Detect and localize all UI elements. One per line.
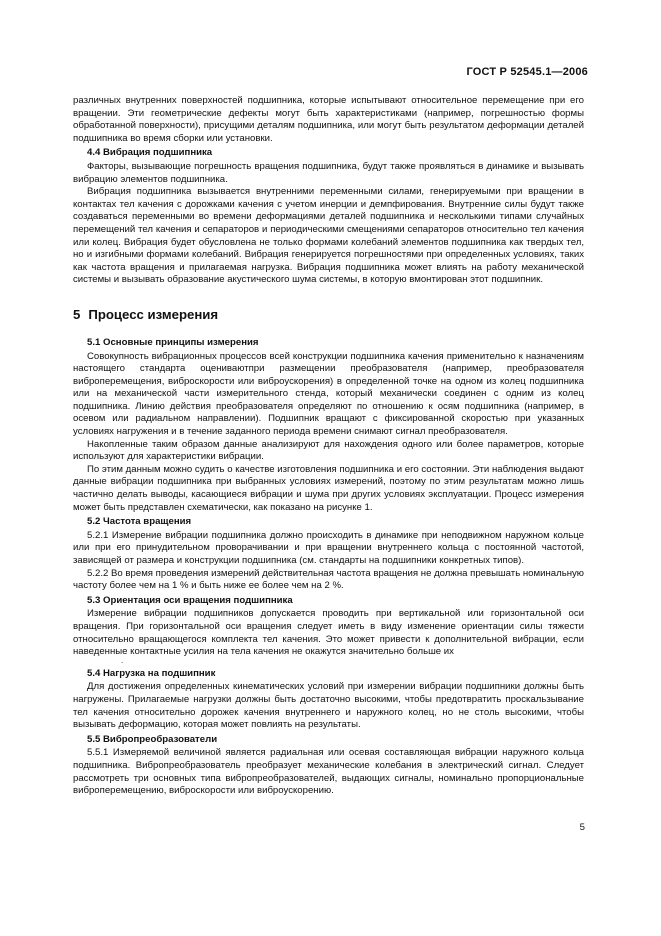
paragraph: Вибрация подшипника вызывается внутренними переменными силами, генерируемыми при вращении в контактах тел качения с дорожками качения с учетом инерции и демпфирования. Внутренние силы будут также создаваться переменными во времени деформациями деталей подшипника и несколькими типами случайных перемещений тел качения и сепараторов и периодическими смещениями сепараторов относительно тел качения или колец. Вибрация будет обусловлена не только формами колебаний элементов подшипника как твердых тел, но и изгибными формами колебаний. Вибрация генерируется погрешностями при определенных условиях, таких как частота вращения и прилагаемая нагрузка. Вибрация подшипника может влиять на работу механической системы и вызывать образование акустического шума системы, в которую вмонтирован этот подшипник. [73, 186, 584, 286]
subsection-heading-5-5: 5.5 Вибропреобразователи [87, 733, 218, 745]
subsection-heading-5-4: 5.4 Нагрузка на подшипник [87, 667, 216, 679]
section-number: 5 [73, 306, 81, 322]
paragraph: 5.2.2 Во время проведения измерений действительная частота вращения не должна превышать номинальную частоту более чем на 1 % и быть ниже ее более чем на 2 %. [73, 567, 584, 592]
paragraph: Измерение вибрации подшипников допускается проводить при вертикальной или горизонтальной оси вращения. При горизонтальной оси вращения следует иметь в виду изменение ориентации силы тяжести относительно вращающегося комплекта тел качения. Это может привести к дополнительной вибрации, если наведенные контактные усилия на тела качения не окажутся значительно больше их [73, 608, 584, 658]
page-number: 5 [579, 822, 585, 833]
page-content [73, 95, 584, 798]
paragraph: По этим данным можно судить о качестве изготовления подшипника и его состоянии. Эти наблюдения выдают данные вибрации подшипника при выбранных условиях измерений, поэтому по этим результатам можно лишь частично делать выводы, касающиеся вибрации и шума при других условиях эксплуатации. Процесс измерения может быть представлен схематически, как показано на рисунке 1. [73, 463, 584, 513]
paragraph: Факторы, вызывающие погрешность вращения подшипника, будут также проявляться в динамике и вызывать вибрацию элементов подшипника. [73, 160, 584, 185]
paragraph: Для достижения определенных кинематических условий при измерении вибрации подшипники должны быть нагружены. Прилагаемые нагрузки должны быть достаточно высокими, чтобы предотвратить проскальзывание тел качения относительно дорожек качения внутреннего и наружного колец, но не столь высокими, чтобы вызывать деформацию, которая может повлиять на результаты. [73, 681, 584, 731]
section-title: Процесс измерения [88, 306, 219, 322]
continued-paragraph: различных внутренних поверхностей подшипника, которые испытывают относительное перемещение при его вращении. Эти геометрические дефекты могут быть характеристиками (например, погрешностью формы обработанной поверхности), присущими деталям подшипника, или могут быть результатом деформации деталей подшипника во время сборки или установки. [73, 95, 584, 144]
subsection-heading-5-1: 5.1 Основные принципы измерения [87, 336, 259, 348]
subsection-heading-5-3: 5.3 Ориентация оси вращения подшипника [87, 594, 293, 606]
paragraph: 5.2.1 Измерение вибрации подшипника должно происходить в динамике при неподвижном наружном кольце или при его принудительном проворачивании и при вращении внутреннего кольца с постоянной частотой, зависящей от размера и конструкции подшипника (см. стандарты на подшипники конкретных типов). [73, 529, 584, 566]
paragraph: Совокупность вибрационных процессов всей конструкции подшипника качения применительно к назначениям настоящего стандарта оцениваютпри размещении преобразователя (например, преобразователя виброперемещения, виброскорости или виброускорения) в определенной точке на одном из колец подшипника или на механической части измерительного стенда, который механически соединен с одним из колец подшипника. Линию действия преобразователя определяют по отношению к осям подшипника (например, в осевом или радиальном направлении). Подшипник вращают с фиксированной скоростью при указанных условиях нагружения и в течение заданного периода времени снимают сигнал преобразователя. [73, 350, 584, 438]
subsection-heading-4-4: 4.4 Вибрация подшипника [87, 147, 213, 159]
subsection-heading-5-2: 5.2 Частота вращения [87, 516, 192, 528]
stray-mark: . [121, 655, 124, 665]
paragraph: 5.5.1 Измеряемой величиной является радиальная или осевая составляющая вибрации наружного кольца подшипника. Вибропреобразователь преобразует механические колебания в электрический сигнал. Следует рассмотреть три основных типа вибропреобразователей, выдающих сигналы, номинально пропорциональные виброперемещению, виброскорости или виброускорению. [73, 747, 584, 797]
section-heading-5 [73, 307, 584, 323]
paragraph: Накопленные таким образом данные анализируют для нахождения одного или более параметров, которые используют для характеристики вибрации. [73, 438, 584, 463]
standard-header: ГОСТ Р 52545.1—2006 [466, 66, 588, 78]
